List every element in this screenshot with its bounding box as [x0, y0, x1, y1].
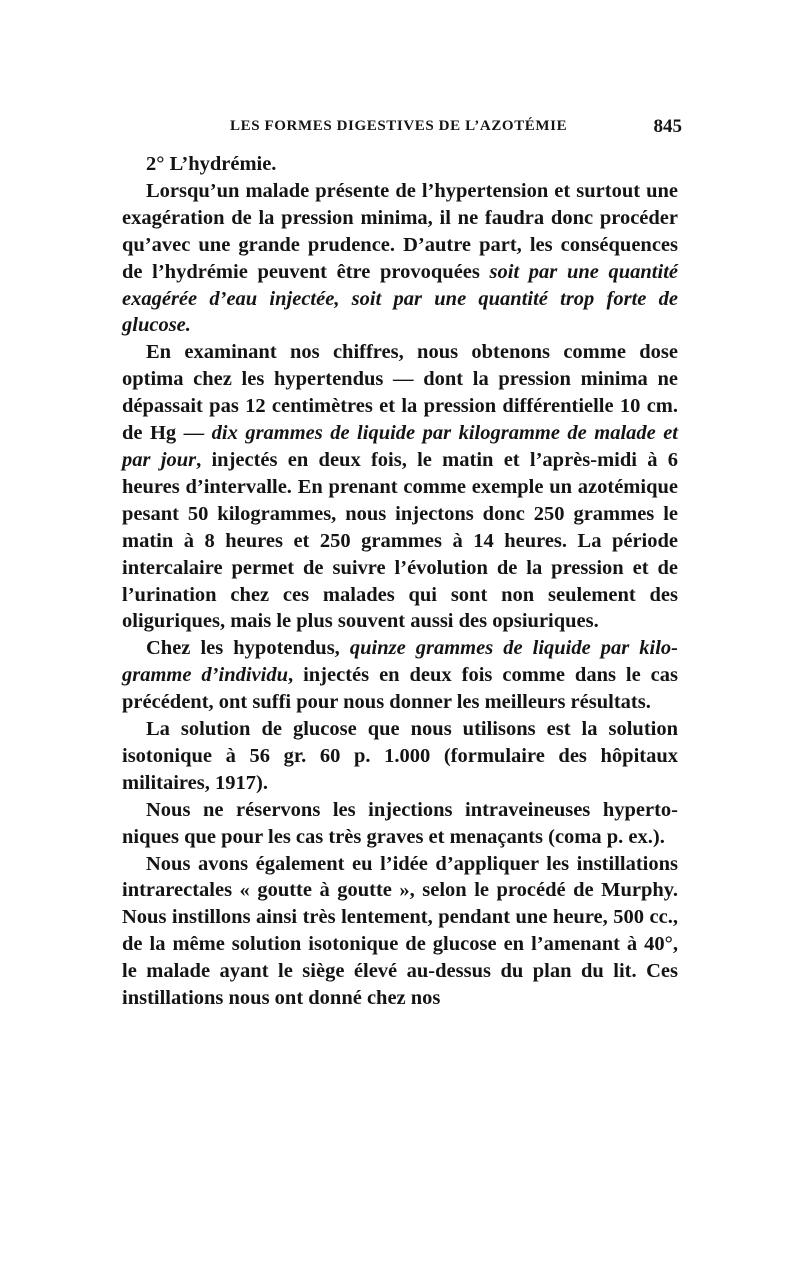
text-segment: Lorsqu’un malade présente de l’hypertension et surtout une exagération de la pression minima, il ne faudra donc procéder qu’avec une grande prudence. D’autre part, les conséquences de l’hydrémie peuvent être provoquées	[122, 179, 678, 283]
text-segment: La solution de glucose que nous utilisons est la solution isotonique à 56 gr. 60 p. 1.000 (formulaire des hôpitaux militaires, 1917).	[122, 718, 678, 794]
italic-text-segment: dix grammes de liquide par kilogramme de malade et par jour	[122, 422, 679, 471]
text-segment: , injectés en deux fois comme dans le cas précédent, ont suffi pour nous donner les meilleurs résultats.	[122, 664, 678, 714]
text-segment: , injectés en deux fois, le matin et l’après-midi à 6 heures d’intervalle. En prenant comme exemple un azotémique pesant 50 kilogrammes, nous injectons donc 250 grammes le matin à 8 heures et 250 grammes à 14 heures. La période intercalaire permet de suivre l’évolution de la pression et de l’urination chez ces malades qui sont non seulement des oliguriques, mais le plus souvent aussi des opsiuriques.	[122, 448, 678, 633]
text-segment: Nous avons également eu l’idée d’appliquer les instillations intrarectales « goutte à goutte », selon le procédé de Murphy. Nous instillons ainsi très lentement, pendant une heure, 500 cc., de la même solution isotonique de glucose en l’amenant à 40°, le malade ayant le siège élevé au-dessus du plan du lit. Ces instillations nous ont donné chez nos	[122, 852, 678, 1010]
paragraph-dose-hypertendus	[122, 339, 678, 635]
italic-text-segment: quinze grammes de liquide par kilogramme d’individu	[122, 637, 678, 687]
page-number: 845	[653, 116, 682, 137]
text-segment: 2° L’hydrémie.	[146, 153, 277, 175]
paragraph-rectal-instillations	[122, 851, 678, 1012]
running-title: LES FORMES DIGESTIVES DE L’AZOTÉMIE	[230, 118, 568, 134]
italic-text-segment: soit par une quantité exagérée d’eau injectée, soit par une quantité trop forte de glucose.	[122, 260, 678, 337]
section-heading-hydremie	[122, 151, 678, 178]
body-text	[122, 151, 678, 1012]
paragraph-glucose-solution	[122, 716, 678, 797]
paragraph-hypertension	[122, 178, 678, 339]
text-segment: En examinant nos chiffres, nous obtenons comme dose optima chez les hypertendus — dont la pression minima ne dépassait pas 12 centimètres et la pression différentielle 10 cm. de Hg —	[122, 341, 678, 445]
paragraph-hypertonic-injections	[122, 797, 678, 851]
running-head	[122, 116, 682, 140]
paragraph-hypotendus	[122, 635, 678, 716]
text-segment: Chez les hypotendus,	[146, 637, 350, 660]
text-segment: Nous ne réservons les injections intraveineuses hypertoniques que pour les cas très graves et menaçants (coma p. ex.).	[122, 798, 678, 848]
